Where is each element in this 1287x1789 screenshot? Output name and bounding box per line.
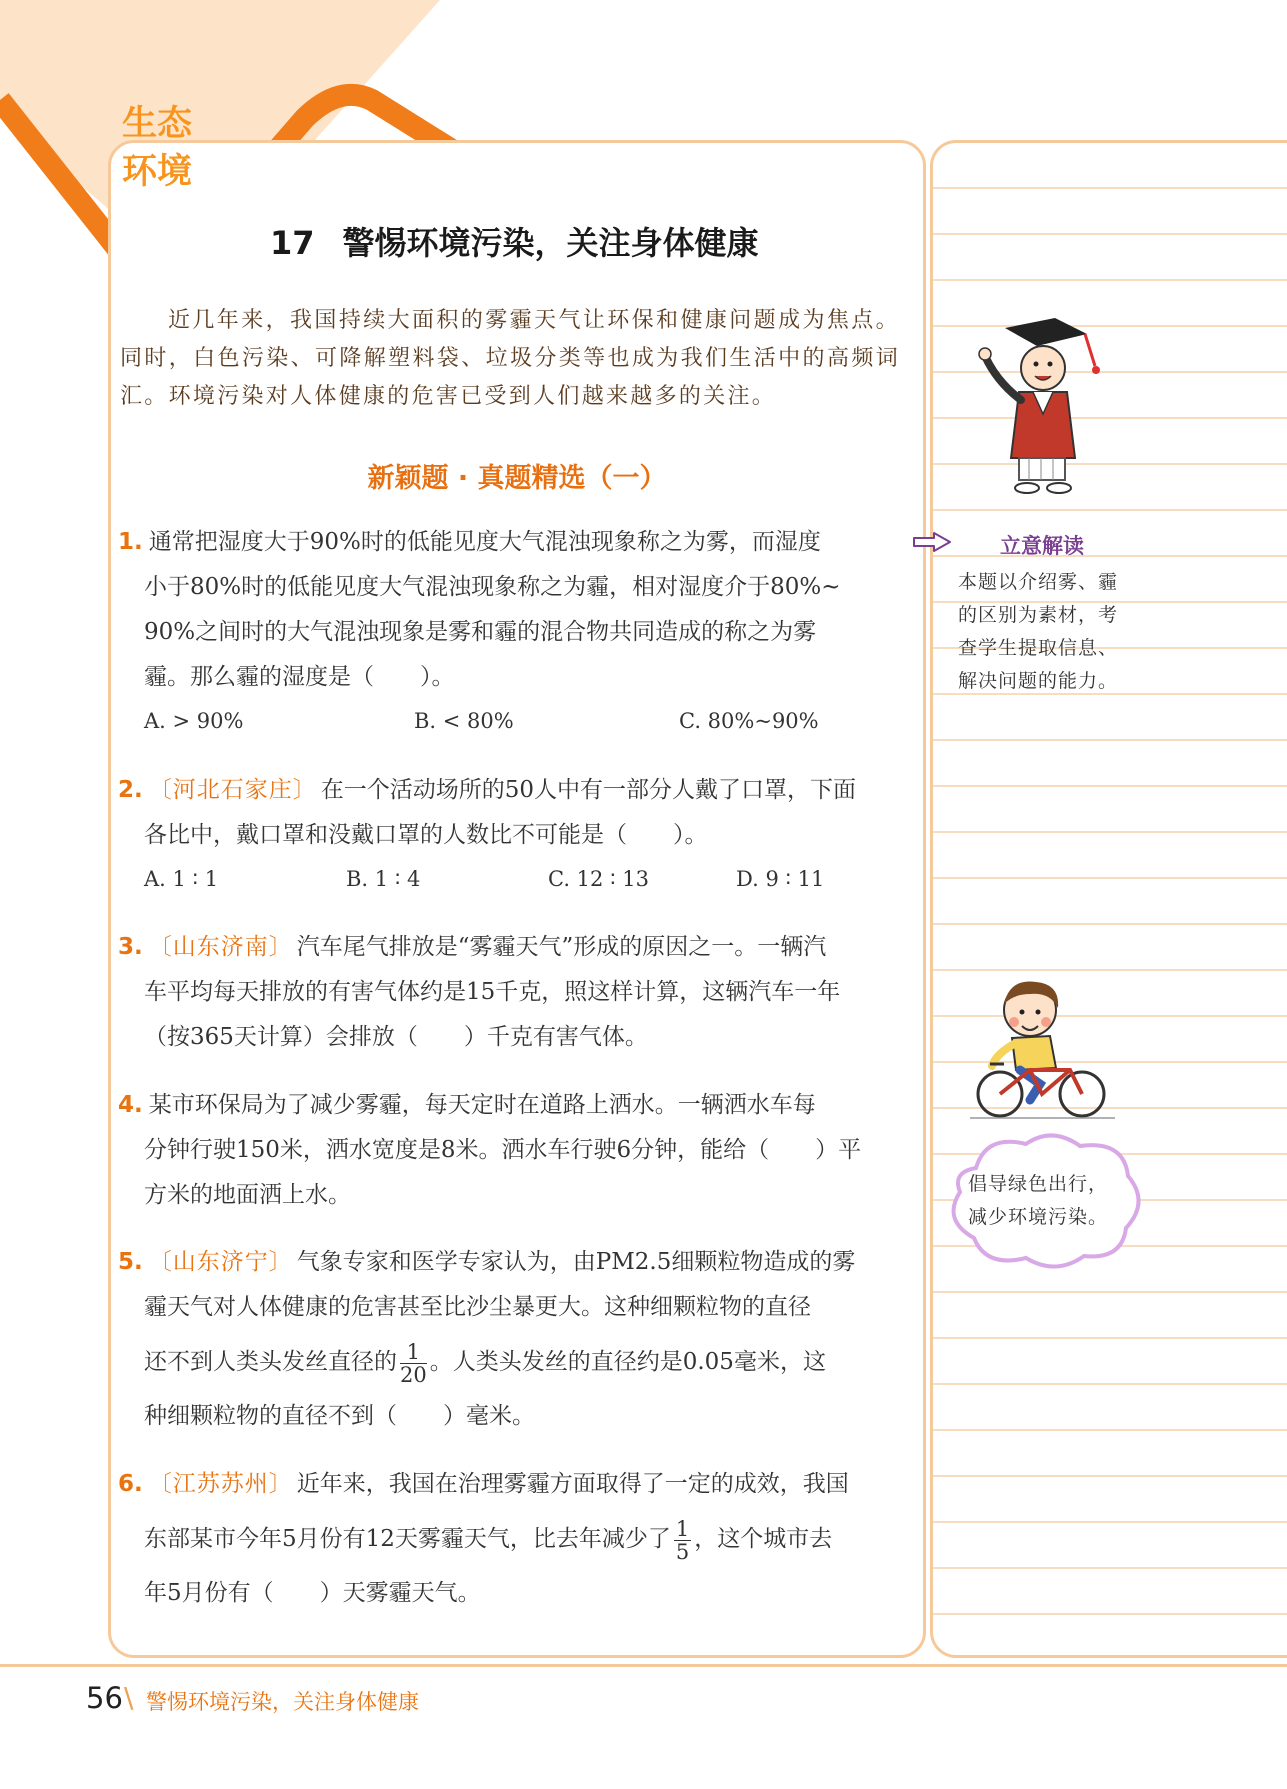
arrow-right-icon	[912, 531, 952, 553]
question-number: 6.	[118, 1471, 143, 1497]
source-tag: 〔河北石家庄〕	[148, 777, 317, 803]
source-tag: 〔江苏苏州〕	[148, 1471, 293, 1497]
answer-options	[118, 700, 900, 742]
footer-title: 警惕环境污染，关注身体健康	[146, 1690, 419, 1714]
question-number: 2.	[118, 777, 143, 803]
cyclist-illustration-icon	[970, 972, 1115, 1122]
fraction: $\frac{1}{5}$	[675, 1516, 690, 1564]
question-number: 4.	[118, 1092, 143, 1118]
lesson-title	[270, 218, 759, 264]
question-number: 3.	[118, 934, 143, 960]
source-tag: 〔山东济南〕	[148, 934, 293, 960]
source-tag: 〔山东济宁〕	[148, 1249, 293, 1275]
question-number: 1.	[118, 529, 143, 555]
page-number: 56	[86, 1681, 123, 1715]
note-title: 立意解读	[1000, 534, 1084, 558]
intro-paragraph: 近几年来，我国持续大面积的雾霾天气让环保和健康问题成为焦点。同时，白色污染、可降解塑料袋、垃圾分类等也成为我们生活中的高频词汇。环境污染对人体健康的危害已受到人们越来越多的关注。	[120, 308, 900, 409]
teacher-illustration-icon	[975, 318, 1125, 498]
option-c[interactable]: C. 12 ∶ 13	[548, 867, 649, 891]
fraction: $\frac{1}{20}$	[400, 1339, 427, 1387]
footer-separator: \	[124, 1681, 134, 1714]
question-6: 6. 〔江苏苏州〕 近年来，我国在治理雾霾方面取得了一定的成效，我国 东部某市今年5月份有12天雾霾天气，比去年减少了 $\frac{1}{5}$ ，这个城市去 年5月份有（ ）天雾霾天气。	[118, 1471, 849, 1606]
question-4: 4. 某市环保局为了减少雾霾，每天定时在道路上洒水。一辆洒水车每 分钟行驶150米，洒水宽度是8米。洒水车行驶6分钟，能给（ ）平 方米的地面洒上水。	[118, 1092, 862, 1208]
option-a[interactable]: A. > 90%	[144, 709, 244, 733]
section-title: 新颖题 · 真题精选（一）	[367, 463, 667, 494]
footer-divider	[0, 1664, 1287, 1667]
option-c[interactable]: C. 80%~90%	[679, 709, 819, 733]
lesson-title-text: 警惕环境污染，关注身体健康	[342, 224, 759, 262]
question-3: 3. 〔山东济南〕 汽车尾气排放是“雾霾天气”形成的原因之一。一辆汽 车平均每天排放的有害气体约是15千克，照这样计算，这辆汽车一年 （按365天计算）会排放（ ）千克有害气体。	[118, 934, 841, 1050]
question-number: 5.	[118, 1249, 143, 1275]
note-body: 本题以介绍雾、霾 的区别为素材，考 查学生提取信息、 解决问题的能力。	[958, 571, 1119, 692]
answer-options	[118, 858, 900, 900]
cloud-message: 倡导绿色出行， 减少环境污染。	[968, 1173, 1109, 1228]
option-b[interactable]: B. < 80%	[414, 709, 514, 733]
lesson-number: 17	[270, 224, 315, 262]
question-2: 2. 〔河北石家庄〕 在一个活动场所的50人中有一部分人戴了口罩，下面 各比中，戴口罩和没戴口罩的人数比不可能是（ ）。 A. 1 ∶ 1 B. 1 ∶ 4 C. 12 ∶ 13 D. 9 ∶ 11	[118, 768, 900, 900]
option-b[interactable]: B. 1 ∶ 4	[346, 867, 421, 891]
category-label: 生态 环境	[122, 104, 193, 192]
question-5: 5. 〔山东济宁〕 气象专家和医学专家认为，由PM2.5细颗粒物造成的雾 霾天气对人体健康的危害甚至比沙尘暴更大。这种细颗粒物的直径 还不到人类头发丝直径的 $\frac{1}{20}$ 。人类头发丝的直径约是0.05毫米，这 种细颗粒物的直径不到（ ）毫米。	[118, 1249, 856, 1429]
question-1: 1. 通常把湿度大于90%时的低能见度大气混浊现象称之为雾，而湿度 小于80%时的低能见度大气混浊现象称之为霾，相对湿度介于80%~ 90%之间时的大气混浊现象是雾和霾的混合物共同造成的称之为雾 霾。那么霾的湿度是（ ）。 A. > 90% B. < 80% C. 80%~90%	[118, 520, 900, 742]
option-d[interactable]: D. 9 ∶ 11	[736, 867, 825, 891]
option-a[interactable]: A. 1 ∶ 1	[144, 867, 219, 891]
